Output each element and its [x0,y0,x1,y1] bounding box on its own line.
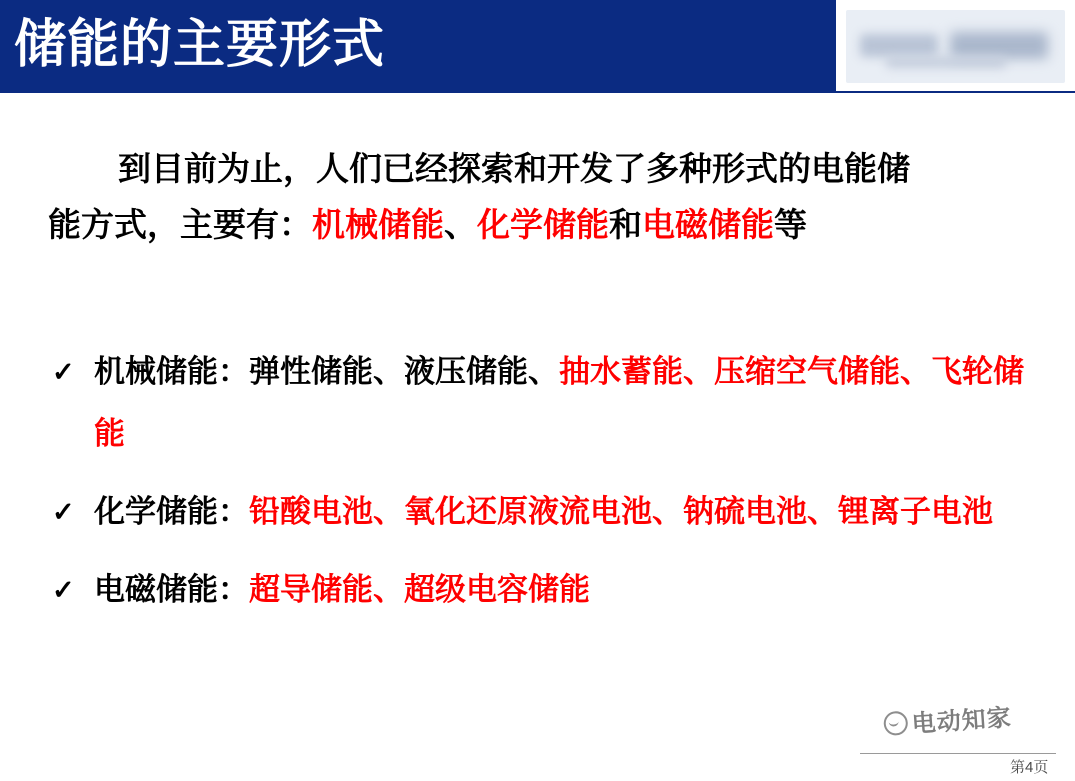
list-item-highlight: 抽水蓄能、压缩空气储能、飞轮储能 [94,354,1024,451]
check-icon: ✓ [52,575,75,605]
list-item-highlight: 超导储能、超级电容储能 [249,572,590,607]
wechat-icon [883,710,909,736]
intro-separator-2: 和 [609,206,642,243]
slide-body [0,93,1075,781]
list-item-label: 化学储能： [94,494,249,529]
watermark-text: 电动知家 [910,704,1013,739]
intro-highlight-2: 化学储能 [477,206,609,243]
check-icon: ✓ [52,497,75,527]
list-item [48,481,1048,543]
list-item-plain: 弹性储能、液压储能、 [249,354,559,389]
intro-highlight-3: 电磁储能 [642,206,774,243]
logo-blur-shape [950,32,1048,59]
intro-separator-1: 、 [444,206,477,243]
list-item-highlight: 铅酸电池、氧化还原液流电池、钠硫电池、锂离子电池 [249,494,993,529]
title-bar [0,0,836,93]
intro-highlight-1: 机械储能 [312,206,444,243]
list-item [48,559,1048,621]
page-title: 储能的主要形式 [14,16,386,74]
list-item [48,341,1048,465]
logo-blur-shape [860,34,938,57]
logo-blur-shape [886,56,1006,68]
page-number: 第4页 [1010,759,1049,776]
bullet-list [48,341,1048,637]
check-icon: ✓ [52,357,75,387]
intro-paragraph [48,141,1038,253]
list-item-label: 电磁储能： [94,572,249,607]
list-item-label: 机械储能： [94,354,249,389]
intro-tail: 等 [774,206,807,243]
title-logo-area [836,0,1075,93]
blurred-logo [846,10,1065,83]
intro-line-2: 能方式，主要有： [48,206,312,243]
intro-line-1: 到目前为止，人们已经探索和开发了多种形式的电能储 [118,150,910,187]
